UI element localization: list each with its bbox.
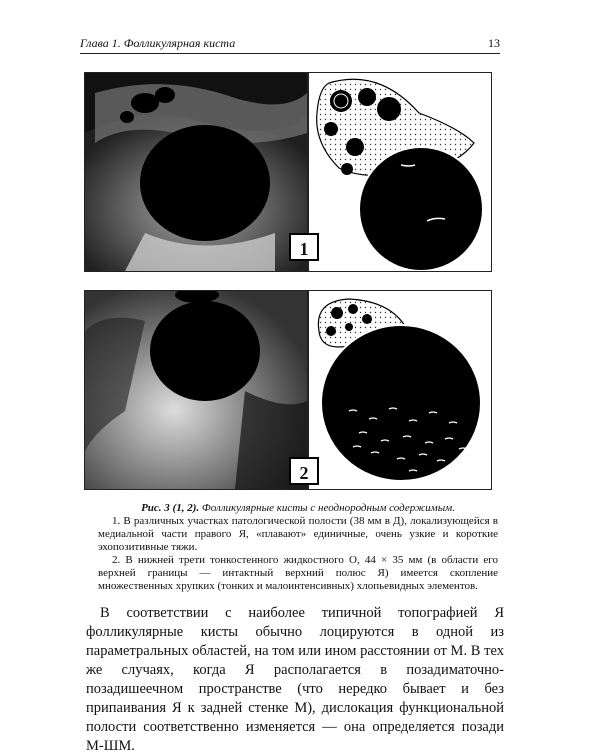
ultrasound-image-1 — [85, 73, 307, 271]
page-number: 13 — [488, 36, 500, 50]
caption-title-text: Фолликулярные кисты с неоднородным содержимым. — [199, 502, 455, 514]
caption-item-2: 2. В нижней трети тонкостенного жидкостного О, 44 × 35 мм (в области его верхней границы — интактный верхний полюс Я) имеется скопление множественных хрупких (тонких и малоинтенсивных) хлопьевидных элементов. — [98, 554, 498, 592]
body-text — [86, 604, 504, 756]
figure-number-2: 2 — [289, 457, 319, 485]
caption-title-prefix: Рис. 3 (1, 2). — [141, 502, 200, 514]
body-paragraph: В соответствии с наиболее типичной топографией Я фолликулярные кисты обычно лоцируются в одной из параметральных областей, на том или ином расстоянии от М. В тех же случаях, когда Я располагается в позадиматочно-позадишеечном пространстве (что нередко бывает и без припаивания Я к задней стенке М), дислокация функциональной полости соответственно изменяется — она определяется позади М-ШМ. — [86, 605, 504, 754]
header-rule — [80, 53, 500, 54]
caption-title — [98, 502, 498, 515]
figure-panel-2 — [84, 290, 492, 490]
chapter-title: Глава 1. Фолликулярная киста — [80, 36, 236, 50]
running-header — [80, 36, 500, 52]
schematic-drawing-2 — [309, 291, 491, 489]
figure-caption — [98, 502, 498, 593]
schematic-drawing-1 — [309, 73, 491, 271]
caption-item-1: 1. В различных участках патологической полости (38 мм в Д), локализующейся в медиальной части правого Я, «плавают» единичные, очень узкие и короткие эхопозитивные тяжи. — [98, 515, 498, 553]
ultrasound-image-2 — [85, 291, 307, 489]
figure-panel-1 — [84, 72, 492, 272]
figure-number-1: 1 — [289, 233, 319, 261]
